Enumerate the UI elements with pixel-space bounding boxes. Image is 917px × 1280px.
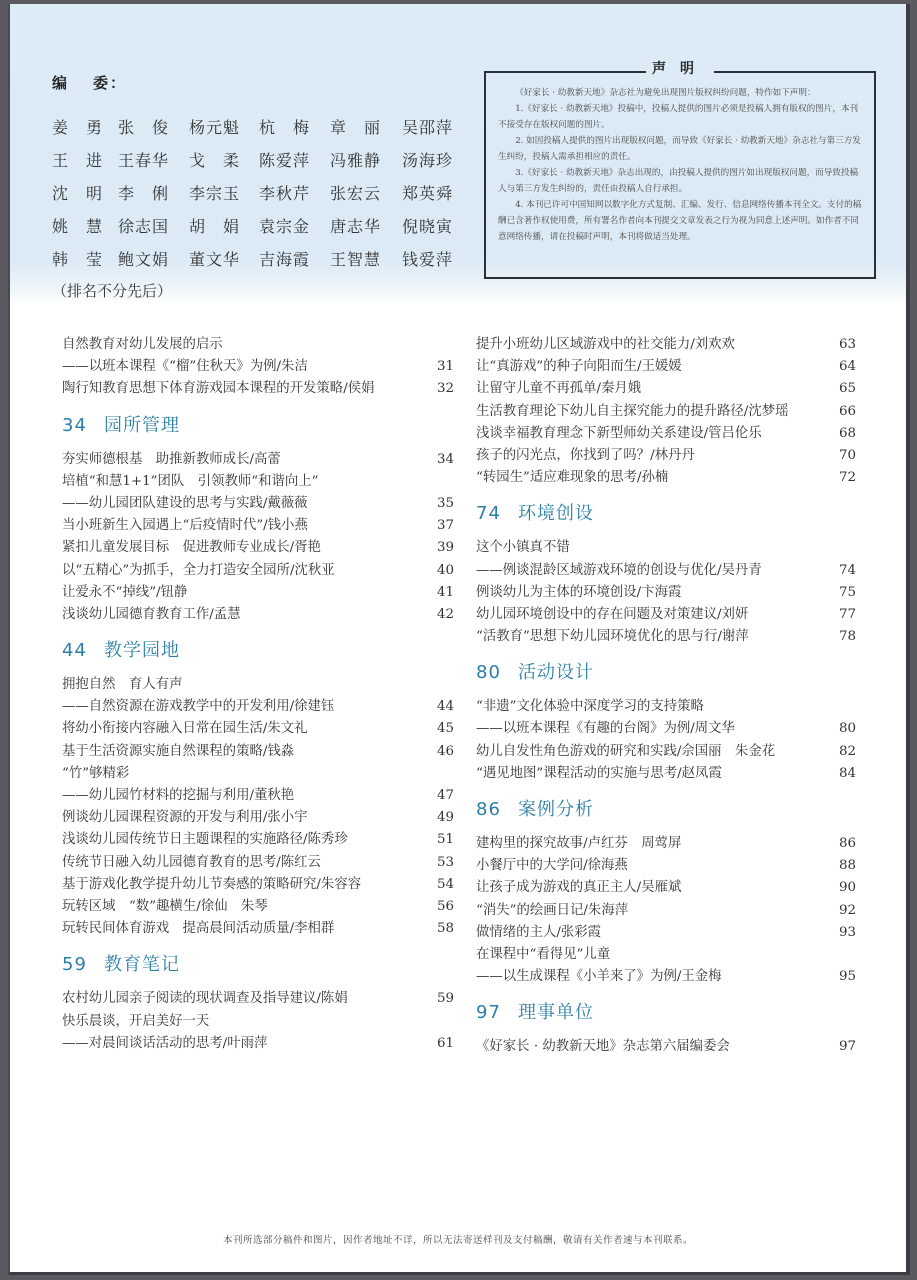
section-heading [62, 405, 454, 447]
toc-entry[interactable] [62, 896, 454, 918]
toc-entry-title: 浅谈幸福教育理念下新型师幼关系建设/管吕伦乐 [476, 425, 762, 441]
toc-entry[interactable] [476, 401, 856, 423]
editor-name: 倪晓寅 [402, 217, 454, 236]
editor-name: 王春华 [118, 151, 170, 170]
toc-entry-title: 玩转区域 “数”趣横生/徐仙 朱琴 [62, 898, 268, 914]
editorial-board-label [52, 72, 472, 93]
toc-entry-title: 例谈幼儿园课程资源的开发与利用/张小宇 [62, 810, 308, 826]
toc-entry-title: 陶行知教育思想下体育游戏园本课程的开发策略/侯娟 [62, 381, 375, 397]
toc-entry[interactable] [62, 334, 454, 356]
toc-entry-title: 以“五精心”为抓手，全力打造安全园所/沈秋亚 [62, 562, 335, 578]
toc-entry-page: 40 [436, 562, 454, 578]
toc-entry-page: 93 [838, 924, 856, 940]
toc-entry-page: 39 [436, 540, 454, 556]
statement-title: 声明 [652, 61, 708, 77]
toc-entry-page: 65 [838, 381, 856, 397]
toc-entry-title: 让“真游戏”的种子向阳而生/王媛媛 [476, 359, 682, 375]
statement-item-4: 4. 本刊已许可中国知网以数字化方式复制、汇编、发行、信息网络传播本刊全文。支付的稿酬已含著作权使用费，所有署名作者向本刊提交文章发表之行为视为同意上述声明。如作者不同意网络传播，请在投稿时声明，本刊将做适当处理。 [498, 200, 862, 242]
toc-entry-title: 当小班新生入园遇上“后疫情时代”/钱小燕 [62, 518, 308, 534]
toc-entry[interactable] [476, 763, 856, 785]
editor-name: 鲍文娟 [118, 250, 170, 269]
toc-entry-title: “遇见地图”课程活动的实施与思考/赵凤霞 [476, 765, 722, 781]
section-page-number: 74 [476, 503, 501, 525]
editor-name: 章 丽 [330, 118, 382, 137]
toc-entry-page: 88 [838, 858, 856, 874]
section-heading [62, 630, 454, 672]
editor-name: 王 进 [52, 151, 104, 170]
toc-entry[interactable] [62, 582, 454, 604]
toc-entry-title: “转园生”适应难现象的思考/孙楠 [476, 470, 669, 486]
toc-entry-title: ——例谈混龄区域游戏环境的创设与优化/吴丹青 [476, 562, 762, 578]
toc-entry-page: 44 [436, 699, 454, 715]
toc-entry-title: 传统节日融入幼儿园德育教育的思考/陈红云 [62, 854, 321, 870]
editor-name: 王智慧 [330, 250, 382, 269]
toc-entry[interactable] [62, 741, 454, 763]
toc-entry[interactable] [62, 763, 454, 785]
toc-entry-title: 《好家长 · 幼教新天地》杂志第六届编委会 [476, 1039, 730, 1055]
toc-entry[interactable] [476, 966, 856, 988]
editor-name: 陈爱萍 [259, 151, 311, 170]
toc-entry-page: 61 [436, 1035, 454, 1051]
editor-name: 姜 勇 [52, 118, 104, 137]
editor-name: 袁宗金 [259, 217, 311, 236]
toc-entry-page: 64 [838, 359, 856, 375]
magazine-page [8, 4, 910, 1275]
toc-entry-page: 31 [436, 359, 454, 375]
toc-entry[interactable] [62, 560, 454, 582]
toc-entry-page: 78 [838, 629, 856, 645]
toc-entry-page: 49 [436, 810, 454, 826]
toc-entry-title: 将幼小衔接内容融入日常在园生活/朱文礼 [62, 721, 308, 737]
toc-entry[interactable] [62, 718, 454, 740]
toc-entry-title: 小餐厅中的大学问/徐海燕 [476, 858, 628, 874]
section-title: 教育笔记 [104, 954, 180, 976]
section-heading [476, 789, 856, 831]
toc-entry[interactable] [62, 785, 454, 807]
section-heading [476, 493, 856, 535]
toc-entry[interactable] [476, 378, 856, 400]
toc-entry-title: 浅谈幼儿园传统节日主题课程的实施路径/陈秀珍 [62, 832, 348, 848]
editor-name: 吴邵萍 [402, 118, 454, 137]
toc-entry-page: 35 [436, 495, 454, 511]
statement-item-2: 2. 如因投稿人提供的图片出现版权问题，而导致《好家长 · 幼教新天地》杂志社与第三方发生纠纷，投稿人需承担相应的责任。 [498, 136, 861, 162]
editor-name: 李宗玉 [189, 184, 241, 203]
editorial-board [52, 72, 472, 301]
toc-entry-page: 97 [838, 1039, 856, 1055]
toc-entry[interactable] [62, 988, 454, 1010]
toc-entry-title: 紧扣儿童发展目标 促进教师专业成长/胥艳 [62, 540, 321, 556]
toc-entry-title: ——以生成课程《小羊来了》为例/王金梅 [476, 969, 722, 985]
toc-entry[interactable] [476, 356, 856, 378]
toc-entry[interactable] [476, 445, 856, 467]
toc-entry-page: 75 [838, 584, 856, 600]
statement-item-1: 1.《好家长 · 幼教新天地》投稿中，投稿人提供的图片必须是投稿人拥有版权的图片，本刊不接受存在版权问题的图片。 [498, 104, 859, 130]
editor-name: 钱爱萍 [402, 250, 454, 269]
toc-entry-title: ——以班本课程《有趣的台阁》为例/周文华 [476, 721, 735, 737]
toc-entry[interactable] [476, 560, 856, 582]
section-page-number: 59 [62, 954, 87, 976]
toc-entry-page: 77 [838, 606, 856, 622]
toc-entry-title: 自然教育对幼儿发展的启示 [62, 337, 223, 352]
toc-entry-title: 玩转民间体育游戏 提高晨间活动质量/李相群 [62, 921, 335, 937]
toc-entry-page: 56 [436, 898, 454, 914]
toc-entry-title: 在课程中“看得见”儿童 [476, 946, 611, 962]
toc-entry-page: 84 [838, 765, 856, 781]
toc-entry[interactable] [62, 874, 454, 896]
editor-name: 胡 娟 [189, 217, 241, 236]
toc-entry-title: 让爱永不“掉线”/钮静 [62, 584, 188, 600]
toc-entry[interactable] [476, 582, 856, 604]
toc-entry-page: 72 [838, 470, 856, 486]
toc-entry[interactable] [62, 378, 454, 400]
ranking-note: （排名不分先后） [52, 282, 173, 300]
toc-entry-title: 让留守儿童不再孤单/秦月娥 [476, 381, 642, 397]
editor-name: 徐志国 [118, 217, 170, 236]
toc-entry[interactable] [476, 900, 856, 922]
toc-entry[interactable] [62, 696, 454, 718]
toc-entry[interactable] [62, 604, 454, 626]
toc-entry-page: 54 [436, 876, 454, 892]
section-page-number: 97 [476, 1002, 501, 1024]
editor-name: 张宏云 [330, 184, 382, 203]
toc-entry-page: 53 [436, 854, 454, 870]
toc-entry[interactable] [476, 922, 856, 944]
toc-entry[interactable] [476, 877, 856, 899]
toc-entry[interactable] [476, 467, 856, 489]
toc-entry-title: “竹”够精彩 [62, 765, 130, 781]
editor-name: 戈 柔 [189, 151, 241, 170]
toc-entry[interactable] [476, 1036, 856, 1058]
section-heading [476, 992, 856, 1034]
section-heading [476, 652, 856, 694]
editor-name: 张 俊 [118, 118, 170, 137]
section-title: 教学园地 [104, 640, 180, 662]
toc-entry[interactable] [476, 626, 856, 648]
toc-entry-page: 86 [838, 836, 856, 851]
editor-name: 唐志华 [330, 217, 382, 236]
footer-note: 本刊所选部分稿件和图片，因作者地址不详，所以无法寄送样刊及支付稿酬，敬请有关作者速与本刊联系。 [222, 1235, 693, 1246]
toc-entry-title: 让孩子成为游戏的真正主人/吴雁斌 [476, 880, 682, 896]
toc-entry[interactable] [62, 493, 454, 515]
toc-entry-title: ——自然资源在游戏教学中的开发利用/徐建钰 [62, 699, 335, 715]
toc-entry-page: 32 [436, 381, 454, 397]
label-part-a: 编 [52, 74, 70, 92]
toc-entry-title: 基于游戏化教学提升幼儿节奏感的策略研究/朱容容 [62, 876, 362, 892]
toc-entry-title: 基于生活资源实施自然课程的策略/钱淼 [62, 743, 295, 759]
editor-name: 韩 莹 [52, 250, 104, 269]
toc-entry-page: 51 [436, 832, 454, 848]
toc-entry[interactable] [476, 855, 856, 877]
toc-entry-title: ——对晨间谈话活动的思考/叶雨萍 [62, 1035, 268, 1051]
toc-entry-page: 82 [838, 743, 856, 759]
toc-entry-page: 90 [838, 880, 856, 896]
label-part-b: 委： [93, 74, 128, 92]
toc-entry[interactable] [62, 674, 454, 696]
toc-entry-page: 37 [436, 518, 454, 534]
section-title: 园所管理 [104, 414, 180, 436]
toc-entry-page: 34 [436, 451, 454, 467]
toc-entry-title: 培植“和慧1+1”团队 引领教师“和谐向上” [62, 473, 319, 489]
toc-entry-page: 41 [436, 584, 454, 600]
editor-name: 李 俐 [118, 184, 170, 203]
editor-names-grid [52, 115, 472, 270]
toc-entry-title: 幼儿园环境创设中的存在问题及对策建议/刘妍 [476, 606, 749, 622]
toc-entry-page: 80 [838, 721, 856, 737]
toc-entry[interactable] [476, 537, 856, 559]
toc-entry[interactable] [62, 356, 454, 378]
toc-entry-page: 63 [838, 337, 856, 352]
toc-entry-title: 拥抱自然 育人有声 [62, 677, 183, 693]
toc-entry-page: 45 [436, 721, 454, 737]
toc-entry-page: 47 [436, 788, 454, 803]
editor-name: 姚 慧 [52, 217, 104, 236]
section-title: 环境创设 [518, 503, 594, 525]
toc-entry[interactable] [62, 829, 454, 851]
toc-entry[interactable] [476, 741, 856, 763]
toc-entry-title: 例谈幼儿为主体的环境创设/卞海霞 [476, 584, 682, 600]
toc-entry[interactable] [62, 449, 454, 471]
toc-entry-title: 快乐晨谈，开启美好一天 [62, 1013, 210, 1029]
toc-entry-page: 66 [838, 403, 856, 419]
section-title: 活动设计 [518, 662, 594, 684]
editor-name: 李秋芹 [259, 184, 311, 203]
toc-entry[interactable] [62, 807, 454, 829]
section-title: 案例分析 [518, 799, 594, 820]
toc-entry-page: 68 [838, 425, 856, 441]
toc-entry-title: 做情绪的主人/张彩霞 [476, 924, 602, 940]
toc-entry[interactable] [476, 334, 856, 356]
toc-entry[interactable] [476, 833, 856, 855]
editor-name: 冯雅静 [330, 151, 382, 170]
toc-entry-title: 孩子的闪光点，你找到了吗？/林丹丹 [476, 447, 695, 463]
toc-entry-title: “非遗”文化体验中深度学习的支持策略 [476, 699, 704, 715]
toc-entry-title: 建构里的探究故事/卢红芬 周莺屏 [476, 836, 682, 851]
section-page-number: 44 [62, 640, 87, 662]
toc-entry-title: 幼儿自发性角色游戏的研究和实践/佘国丽 朱金花 [476, 743, 776, 759]
toc-entry-title: 夯实师德根基 助推新教师成长/高蕾 [62, 451, 281, 467]
editor-name: 杭 梅 [259, 118, 311, 137]
toc-entry[interactable] [62, 918, 454, 940]
editor-name: 杨元魁 [189, 118, 241, 137]
section-title: 理事单位 [518, 1002, 594, 1024]
toc-entry[interactable] [62, 852, 454, 874]
section-heading [62, 944, 454, 986]
toc-entry-title: ——幼儿园竹材料的挖掘与利用/董秋艳 [62, 788, 295, 803]
section-page-number: 80 [476, 662, 501, 684]
toc-entry-page: 92 [838, 902, 856, 918]
toc-entry-page: 74 [838, 562, 856, 578]
toc-left-column [62, 334, 454, 1055]
section-page-number: 34 [62, 414, 87, 436]
toc-entry-title: 这个小镇真不错 [476, 540, 570, 556]
toc-entry[interactable] [476, 604, 856, 626]
toc-entry[interactable] [62, 1011, 454, 1033]
statement-intro: 《好家长 · 幼教新天地》杂志社为避免出现图片版权纠纷问题，特作如下声明： [515, 88, 816, 98]
toc-entry-page: 70 [838, 447, 856, 463]
editor-name: 沈 明 [52, 184, 104, 203]
toc-entry-title: 浅谈幼儿园德育教育工作/孟慧 [62, 606, 241, 622]
editor-name: 郑英舜 [402, 184, 454, 203]
toc-entry-page: 42 [436, 606, 454, 622]
toc-entry-title: ——幼儿园团队建设的思考与实践/戴薇薇 [62, 495, 308, 511]
editor-name: 吉海霞 [259, 250, 311, 269]
toc-entry-title: 提升小班幼儿区域游戏中的社交能力/刘欢欢 [476, 337, 735, 352]
toc-entry-page: 59 [436, 991, 454, 1007]
toc-entry[interactable] [476, 944, 856, 966]
toc-entry[interactable] [476, 696, 856, 718]
toc-entry-page: 46 [436, 743, 454, 759]
toc-entry[interactable] [62, 515, 454, 537]
toc-entry[interactable] [62, 471, 454, 493]
editor-name: 董文华 [189, 250, 241, 269]
section-page-number: 86 [476, 799, 501, 820]
toc-entry-page: 95 [838, 969, 856, 985]
toc-entry[interactable] [62, 1033, 454, 1055]
toc-entry[interactable] [62, 537, 454, 559]
toc-entry-page: 58 [436, 921, 454, 937]
editor-name: 汤海珍 [402, 151, 454, 170]
toc-entry[interactable] [476, 718, 856, 740]
toc-right-column [476, 334, 856, 1059]
toc-entry-title: “活教育”思想下幼儿园环境优化的思与行/谢萍 [476, 629, 749, 645]
copyright-statement-box [484, 61, 876, 279]
statement-item-3: 3.《好家长 · 幼教新天地》杂志出现的，由投稿人提供的图片如出现版权问题，而导致投稿人与第三方发生纠纷的，责任由投稿人自行承担。 [498, 168, 859, 194]
toc-entry-title: ——以班本课程《“榴”住秋天》为例/朱洁 [62, 359, 308, 375]
toc-entry[interactable] [476, 423, 856, 445]
toc-entry-title: 农村幼儿园亲子阅读的现状调查及指导建议/陈娟 [62, 991, 348, 1007]
toc-entry-title: 生活教育理论下幼儿自主探究能力的提升路径/沈梦瑶 [476, 403, 789, 419]
toc-entry-title: “消失”的绘画日记/朱海萍 [476, 902, 629, 918]
